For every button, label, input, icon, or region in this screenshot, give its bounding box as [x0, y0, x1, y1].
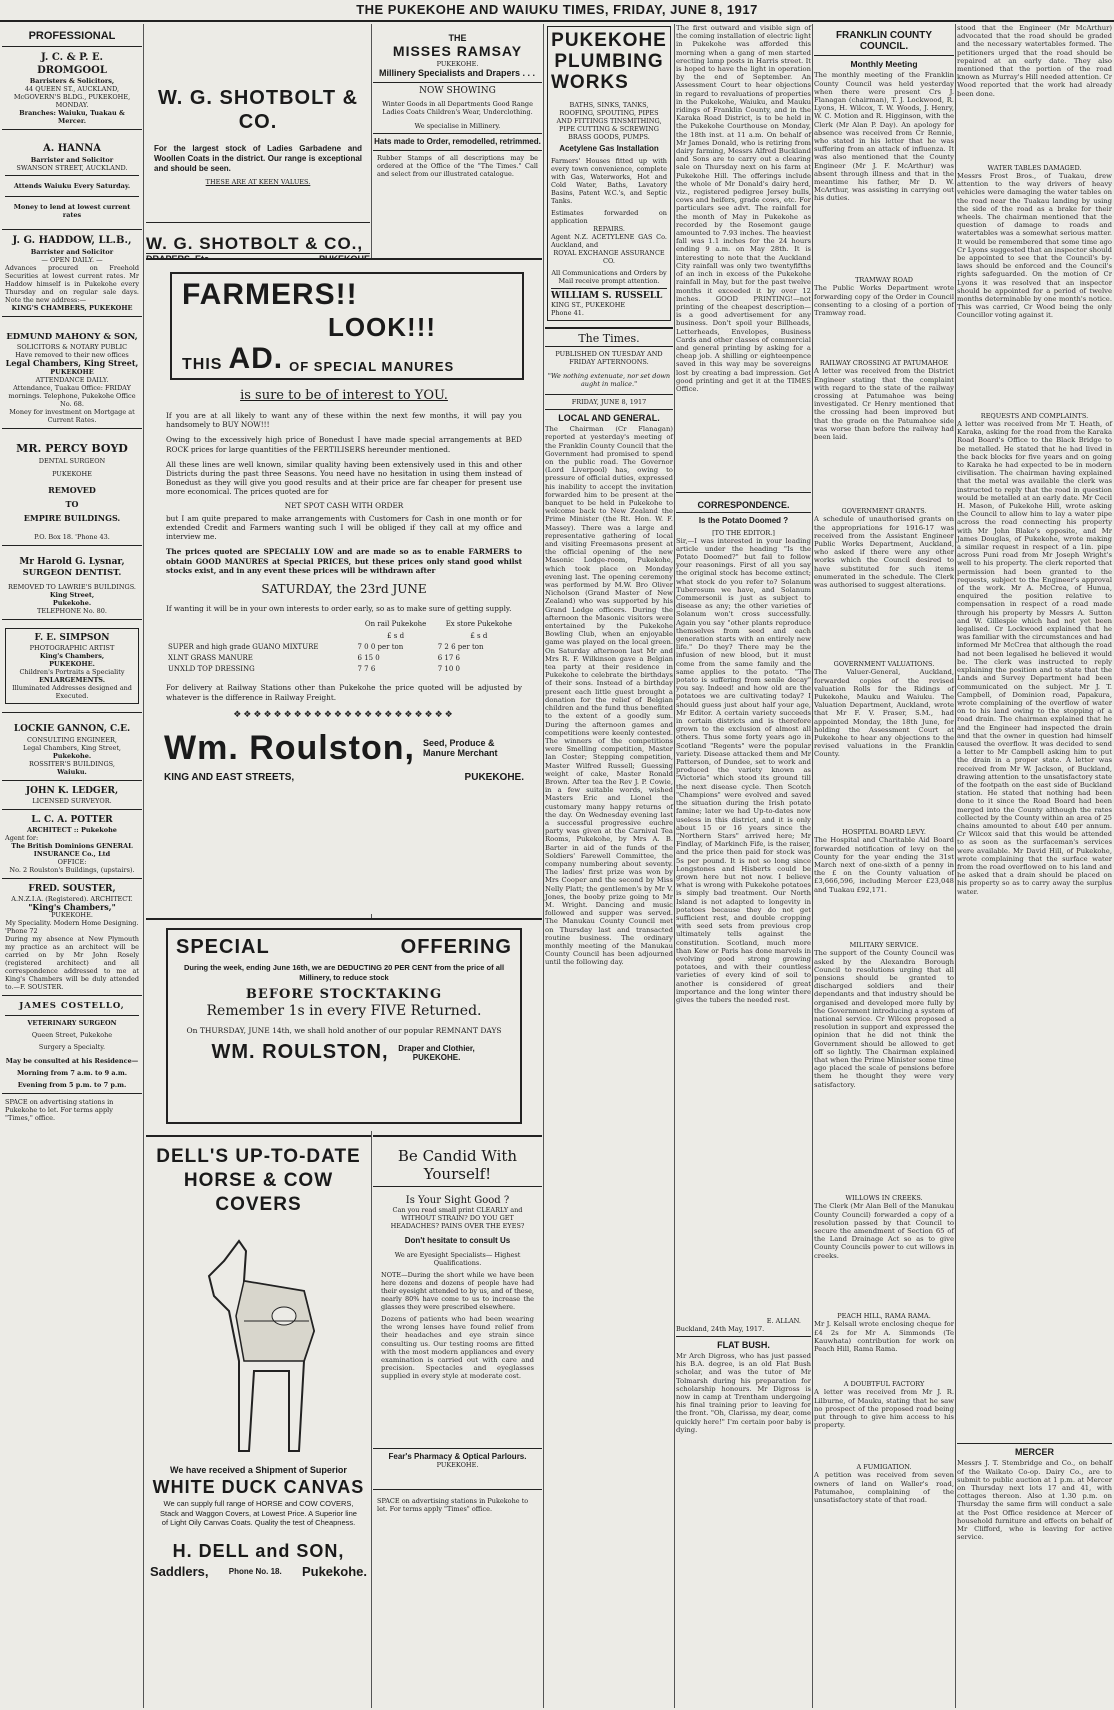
flat-bush-text: Mr Arch Digross, who has just passed his B.A. degree, is an old Flat Bush scholar, and was the tutor of Mr Tolmarsh during his preparation for scholarship honours. Mr Digross is now in camp at Trentham undergoing his final training prior to leaving for the front. "Oh, Clarissa, my dear, come quickly here!" I'm certain poor baby is dying.	[676, 1351, 811, 1434]
dell-horse-covers-ad: DELL'S UP-TO-DATE HORSE & COW COVERS We have received a Shipment of Superior WHITE DUCK CANVAS We can supply full range of HORSE and COW COVERS, Stack and Waggon Covers, at Lowest Price. A Superior line of Light Oily Canvas Coats. Quality the test of Cheapness. H. DELL and SON, Saddlers, Phone No. 18. Pukekohe.	[146, 1135, 371, 1708]
letter-text: Sir,—I was interested in your leading article under the heading "Is the Potato Doomed?" but fail to follow your reasonings. First of all you say the original stock has become extinct; what stock do you refer to? Solanum Tuberosum we have, and Solanum Commersonii is just as subject to disease as any; the other varieties of Solanum won't cross successfully. Again you say "other plants reproduce themselves from seed and each generation starts with an entirely new life." Do they? There may be the infusion of new blood, but it must come from the same family and the same applies to the potato. "The potato is suffering from senile decay" you say. Indeed! and how old are the potatoes we are cultivating today? I should guess just about half your age, Mr Editor. A certain variety succeeds in certain districts and is therefore grown to the exclusion of almost all others. Thus some forty years ago in Scotland "Regents" were the popular variety. Disease attacked them and Mr Patterson, of Dundee, set to work and produced the variety known as "Victoria" which stood its ground till the next disease cycle. Then Scotch "Champions" were evolved and saved the situation during the Irish potato famine; later we had Up-to-dates now useless in this district, and it is only about 15 or 16 years since the "Northern Stars" arrived here; Mr Findlay, of Markinch Fife, is the raiser, and the price then paid for stock was 5s per pound. It is not so long since Longstones and Hisberts could be grown here but not now. I believe what is wrong with Pukekohe potatoes is simply bad treatment. Our North Island is not adapted to longevity in potatoes because they do not get sufficient rest, and double cropping with seed sets from previous crop ultimately tells against the constitution. Scotland, much more than Kew or Paris has done marvels in evolving good strong growing potatoes, and with their countless varieties of every kind of soil to another is considered of great importance and the long winter there gives the tubers the needed rest.	[676, 536, 811, 1004]
council-text-10: A letter was received from Mr J. R. Lilburne, of Mauku, stating that he saw no prospect of the proposed road being put through to give him access to his property.	[814, 1388, 954, 1430]
simpson-card: F. E. SIMPSON PHOTOGRAPHIC ARTIST King's Chambers, PUKEKOHE. Children's Portraits a Speciality ENLARGEMENTS. Illuminated Addresses designed and Executed.	[2, 620, 142, 713]
professional-column	[2, 24, 142, 1708]
column-rule	[543, 24, 544, 1708]
council-text-7: The support of the County Council was asked by the Alexandra Borough Council to resolutions urging that all pensions should be granted to discharged soldiers and their dependants and that industry should be organised and developed more fully by the Government introducing a system of national service. Cr Wilcox proposed a resolution in support and expressed the opinion that he did not think the Government should be allowed to get off so lightly. The Chairman explained that when the Prime Minister some time ago placed the scale of pensions before them he thought they were very satisfactory.	[814, 949, 954, 1089]
council-text-9: Mr J. Kelsall wrote enclosing cheque for £4 2s for Mr A. Simmonds (Te Kauwhata) contribution for work on Peach Hill, Rama Rama.	[814, 1320, 954, 1353]
price-row: XLNT GRASS MANURE 6 15 0 6 17 6	[168, 654, 460, 663]
mercer-text: Messrs J. T. Stembridge and Co., on behalf of the Waikato Co-op. Dairy Co., are to submit to public auction at 1 p.m. at Mercer on Thursday next lots 17 and 41, with cottages thereon. Also at 1.30 p.m. on Thursday the same firm will conduct a sale at the Post Office residence at Mercer of household furniture and effects on behalf of Mr Clifford, who is leaving for active service.	[957, 1459, 1112, 1542]
horse-cover-illustration	[184, 1221, 334, 1461]
ornament: ❖❖❖❖❖❖❖❖❖❖❖❖❖❖❖❖❖❖❖❖❖❖	[233, 709, 455, 720]
column-rule	[812, 24, 813, 1708]
column-rule	[143, 24, 144, 1708]
council-text-14: A letter was received from Mr T. Heath, of Karaka, asking for the road from the Karaka Road Board's Office to the Black Bridge to be metalled. He stated that he had lived in the back blocks for five years and on going to Karaka he had expected to be in modern civilisation. The chairman having explained that the metal was available the clerk was instructed to reply that the road in question would be metalled at an early date. Mr Cecil H. Mason, of Pukekohe Hill, wrote asking the Council to allow him to lay a water pipe across the road connecting his property with Mr John Blake's opposite, and Mr James Douglas, of Pukekohe, wrote making a similar request in respect of a 1in. pipe across Puni road from Mr Joseph Wright's well to his property. The clerk reported that permission had been granted to the requests, subject to the Engineer's approval of the work. Mr A. McCrea, of Hunua, enquired the position relative to compensation in respect of a road made through his property by Messrs A. Sutton and W. Gillespie which had not yet been legalised. Cr Lockwood explained that he was familiar with the circumstances and had informed Mr McCrea that although the road had not been legalised he believed it would be. The clerk was instructed to reply explaining the position and to state that the Lands and Survey Department had been communicated on the subject. Mr J. T. Campbell, of Dominion road, Papakura, wrote complaining of the overflow of water on to his land owing to the stopping of a road drain. The chairman explained that he and the Engineer had inspected the drain and that the owner in question had himself caused the overflow. It was decided to send a letter to Mr Campbell asking him to put the drain in a proper state. A letter was received from Mr W. Jackson, of Buckland, drawing attention to the unsatisfactory state of the footpath on the east side of Buckland station. He stated that nothing had been done to it since the Road Board had been merged into the County although the rates collected by the County within an area of 25 chains amounted to about £40 per annum. Cr Wilcox said that this would be attended to as soon as the surfaceman's services were available. Mr David Hill, of Pukekohe, wrote complaining that the surface water from the road overflowed on to his land and he asked that a drain should be placed on his property so as to carry away the surplus water.	[957, 420, 1112, 896]
costello-card: JAMES COSTELLO, VETERINARY SURGEON Queen Street, Pukekohe Surgery a Specialty. May be consulted at his Residence— Morning from 7 a.m. to 9 a.m. Evening from 5 p.m. to 7 p.m.	[2, 996, 142, 1094]
council-text-6: The Hospital and Charitable Aid Board forwarded notification of levy on the County for the year ending the 31st March next of one-sixth of a penny in the £ on the County valuation of £3,666,596, including Mercer £23,048 and Tuakau £92,171.	[814, 836, 954, 894]
council-text-13: Messrs Frost Bros., of Tuakau, drew attention to the way drivers of heavy vehicles were damaging the water tables on the road near the Tuakau landing by using the side of the road as a brake for their wheels. The chairman mentioned that the question of damage to roads and watertables was a somewhat serious matter. It would be remembered that some time ago Cr Lyons suggested that an inspector should be appointed to see that the Council's by-laws should be enforced and the Council's rights safeguarded. On the motion of Cr Lyons it was resolved that an inspector should be appointed for a period of twelve months determinable by one month's notice. This was carried, Cr Wood being the only Councillor voting against it.	[957, 172, 1112, 320]
council-text-3: A letter was received from the District Engineer stating that the complaint with regard to the state of the railway crossing at Patumahoe was being investigated. Cr Henry mentioned that the crossing had been improved but that the grade on the Patumahoe side was worse than before the railway had been laid.	[814, 367, 954, 441]
price-row: UNXLD TOP DRESSING 7 7 6 7 10 0	[168, 665, 460, 674]
boyd-card: MR. PERCY BOYD DENTAL SURGEON PUKEKOHE REMOVED TO EMPIRE BUILDINGS. P.O. Box 18. 'Phone 43.	[2, 429, 142, 546]
fear-body-text: Dozens of patients who had been wearing the wrong lenses have found relief from their headaches and eye strain since consulting us. Our testing rooms are fitted with the most modern appliances and every examination is carried out with care and precision. Spectacles and eyeglasses supplied in every style at moderate cost.	[381, 1315, 534, 1381]
mahony-card: EDMUND MAHONY & SON, SOLICITORS & NOTARY PUBLIC Have removed to their new offices Legal Chambers, King Street, PUKEKOHE ATTENDANCE DAILY. Attendance, Tuakau Office: FRIDAY mornings. Telephone, Pukekohe Office No. 68. Money for investment on Mortgage at Current Rates.	[2, 317, 142, 428]
council-text-2: The Public Works Department wrote forwarding copy of the Order in Council consenting to a closing of a portion of Tramway road.	[814, 284, 954, 317]
shotbolt-ad: W. G. SHOTBOLT & CO. For the largest stock of Ladies Garbadene and Woollen Coats in the district. Our range is exceptional and should be seen. THESE ARE AT KEEN VALUES. W. G. SHOTBOLT & CO.,	[146, 24, 370, 254]
potter-card: L. C. A. POTTER ARCHITECT :: Pukekohe Agent for: The British Dominions GENERAL INSURANCE Co., Ltd OFFICE: No. 2 Roulston's Buildings, (upstairs).	[2, 810, 142, 879]
masthead: THE PUKEKOHE AND WAIUKU TIMES, FRIDAY, JUNE 8, 1917	[0, 0, 1114, 22]
news-text: The first outward and visible sign of the coming installation of electric light in Pukekohe was afforded this morning when a gang of men started erecting lamp posts in Harris street. It is hoped to have the light in operation by the end of September. An Assessment Court to hear objections in regard to revaluations of properties in the Pukekohe, Waiuku, and Mauku ridings of Franklin County, and in the Karaka Road District, is to be held in the Pukekohe Courthouse on Monday, the 18th inst. at 11 a.m. On behalf of Mr James Donald, who is retiring from dairy farming, Messrs Alfred Buckland and Sons are to carry out a clearing sale on Thursday next on his farm at Pukekohe Hill. The offerings include the whole of Mr Donald's dairy herd, viz., registered pedigree Jersey bulls, cows and heifers, grade cows, etc. For particulars see advt. The rainfall for the month of May in Pukekohe as recorded by the Rosemont gauge amounted to 7.93 inches. The heaviest fall was 1.1 inches for the 24 hours ending 9 a.m. on May 28th. It is interesting to note that the Auckland City rainfall was only two twentyfifths of an inch in excess of the Pukekohe rainfall in May, but for the past twelve months it exceeded it by over 12 inches. GOOD PRINTING!—not printing of the cheapest description—is a good advertisement for any business. Don't spoil your Billheads, Letterheads, Envelopes, Business Cards and other classes of commercial and general printing by asking for a cheap job. A shilling or eighteenpence saved in this way may be sovereigns lost by creating a bad impression. Get good printing and get it at the TIMES Office.	[676, 24, 811, 393]
correspondence-column: The first outward and visible sign of the coming installation of electric light in Pukekohe was afforded this morning when a gang of men started erecting lamp posts in Harris street. It is hoped to have the light in operation by the end of September. An Assessment Court to hear objections in regard to revaluations of properties in the Pukekohe, Waiuku, and Mauku ridings of Franklin County, and in the Karaka Road District, is to be held in the Pukekohe Courthouse on Monday, the 18th inst. at 11 a.m. On behalf of Mr James Donald, who is retiring from dairy farming, Messrs Alfred Buckland and Sons are to carry out a clearing sale on Thursday next on his farm at Pukekohe Hill. The offerings include the whole of Mr Donald's dairy herd, viz., registered pedigree Jersey bulls, cows and heifers, grade cows, etc. For particulars see advt. The rainfall for the month of May in Pukekohe as recorded by the Rosemont gauge amounted to 7.93 inches. The heaviest fall was 1.1 inches for the 24 hours ending 9 a.m. on May 28th. It is interesting to note that the Auckland City rainfall was only two twentyfifths of an inch in excess of the Pukekohe rainfall in May, but for the past twelve months it exceeded it by over 12 inches. GOOD PRINTING!—not printing of the cheapest description—is a good advertisement for any business. Don't spoil your Billheads, Letterheads, Envelopes, Business Cards and other classes of commercial and general printing by asking for a cheap job. A shilling or eighteenpence saved in this way may be sovereigns lost by creating a bad impression. Get good printing and get it at the TIMES Office. CORRESPONDENCE. Is the Potato Doomed ? [TO THE EDITOR.] Sir,—I was interested in your leading article under the heading "Is the Potato Doomed?" but fail to follow your reasonings. First of all you say the original stock has become extinct; what stock do you refer to? Solanum Tuberosum we have, and Solanum Commersonii is just as subject to disease as any; the other varieties of Solanum won't cross successfully. Again you say "other plants reproduce themselves from seed and each generation starts with an entirely new life." Do they? There may be the infusion of new blood, but it must come from the same family and the same applies to the potato. "The potato is suffering from senile decay" you say. Indeed! and how old are the potatoes we are cultivating today? I should guess just about half your age, Mr Editor. A certain variety succeeds in certain districts and is therefore grown to the exclusion of almost all others. Thus some forty years ago in Scotland "Regents" were the popular variety. Disease attacked them and Mr Patterson, of Dundee, set to work and produced the variety known as "Victoria" which stood its ground till the next disease cycle. Then Scotch "Champions" were evolved and saved the situation during the Irish potato famine; later we had Up-to-dates now useless in this district, and it is only about 15 or 16 years since the "Northern Stars" arrived here; Mr Findlay, of Markinch Fife, is the raiser, and the price then paid for stock was 5s per pound. It is not so long since Longstones and Hisberts could be grown here but not now. I believe what is wrong with Pukekohe potatoes is simply bad treatment. Our North Island is not adapted to longevity in potatoes because they do not get sufficient rest, and double cropping with seed sets from previous crop ultimately tells against the constitution. Scotland, much more than Kew or Paris has done marvels in evolving good strong growing potatoes, and with their countless varieties of every kind of soil to another is considered of great importance and the long winter there gives the tubers the needed rest. E. ALLAN. Buckland, 24th May, 1917. FLAT BUSH. Mr Arch Digross, who has just passed his B.A. degree, is an old Flat Bush scholar, and was the tutor of Mr Tolmarsh during his preparation for scholarship honours. Mr Digross is now in camp at Trentham undergoing his final training prior to leaving for the front. "Oh, Clarissa, my dear, come quickly here!" I'm certain poor baby is dying.	[676, 24, 811, 1708]
plumbing-and-local-column: PUKEKOHE PLUMBING WORKS BATHS, SINKS, TANKS, ROOFING, SPOUTING, PIPES AND FITTINGS TINSMITHING, PIPE CUTTING & SCREWING BRASS GOODS, PUMPS. Acetylene Gas Installation Farmers' Houses fitted up with every town convenience, complete with Gas, Waterworks, Hot and Cold Water, Baths, Lavatory Basins, Patent W.C.'s, and Septic Tanks. Estimates forwarded on application REPAIRS. Agent N.Z. ACETYLENE GAS Co. Auckland, and ROYAL EXCHANGE ASSURANCE CO. All Communications and Orders by Mail receive prompt attention. WILLIAM S. RUSSELL KING ST., PUKEKOHE Phone 41. The Times. PUBLISHED ON TUESDAY AND FRIDAY AFTERNOONS. "We nothing extenuate, nor set down aught in malice." FRIDAY, JUNE 8, 1917 LOCAL AND GENERAL. The Chairman (Cr Flanagan) reported at yesterday's meeting of the Franklin County Council that the Government had promised to spend on the public road. The Governor (Lord Liverpool) has, owing to pressure of official duties, expressed his inability to accept the invitation forwarded him to be present at the banquet to be held in Pukekohe to welcome back to New Zealand the Prime Minister (the Rt. Hon. W. F. Massey). There was a large and representative gathering of local and visiting Freemasons present at the official opening of the new Masonic Lodge-room, Pukekohe, which took place on Monday evening last. The opening ceremony was performed by M.W. Bro Oliver Nicholson (Grand Master of New Zealand) who was supported by his Grand Lodge officers. During the afternoon the Masonic visitors were entertained by the Pukekohe Bowling Club, when an enjoyable game was played on the local green. On Saturday afternoon last Mr and Mrs R. F. Wilkinson gave a Belgian tea party at their residence in Pukekohe to celebrate the birthdays of their sons. Instead of a birthday present each little guest brought a donation for the relief of Belgian children and the fund thus benefited to the extent of a goodly sum. During the afternoon games and competitions were keenly contested. The winners of the competitions were Smelling competition, Master Ian Coster; Stepping competition, Master Wilfred Russell; Guessing weight of cake, Master Ronald Brown. After tea the Rev J. P. Cowie, in a few suitable words, wished Masters Eric and Lionel the customary many happy returns of the day. On Wednesday evening last a successful progressive euchre party was given at the Carnival Tea Rooms, Pukekohe, by Mrs A. B. Barter in aid of the funds of the Soldiers' Farewell Committee, the company numbering about seventy. The ladies' first prize was won by Mrs Cooper and the second by Miss Nelly Platt; the gentlemen's by Mr V. Jones, the booby prize going to Mr M. Wright. Dancing and music followed and supper was served. The Manukau County Council met on Thursday last and transacted routine business. The ordinary monthly meeting of the Manukau County Council has been adjourned until the following day.	[545, 24, 673, 1708]
haddow-card: J. G. HADDOW, LL.B., Barrister and Solicitor — OPEN DAILY. — Advances procured on Freehold Securities at lowest current rates. Mr Haddow himself is in Pukekohe every Thursday and on regular sale days. Note the new address:— KING'S CHAMBERS, PUKEKOHE	[2, 230, 142, 317]
council-text-8: The Clerk (Mr Alan Bell of the Manukau County Council) forwarded a copy of a resolution passed by that Council to secure the amendment of Section 65 of the Land Drainage Act so as to give County Councils power to cut willows in creeks.	[814, 1202, 954, 1260]
hanna-card: A. HANNA Barrister and Solicitor SWANSON STREET, AUCKLAND. Attends Waiuku Every Saturday. Money to lend at lowest current rates	[2, 130, 142, 230]
ramsay-ad: THE MISSES RAMSAY PUKEKOHE. Millinery Specialists and Drapers . . . NOW SHOWING Winter Goods in all Departments Good Range Ladies Coats Children's Wear, Underclothing. We specialise in Millinery. Hats made to Order, remodelled, retrimmed. Rubber Stamps of all descriptions may be ordered at the Office of the "The Times." Call and select from our illustrated catalogue.	[374, 33, 541, 178]
council-text-4: A schedule of unauthorised grants on the appropriations for 1916-17 was received from the Assistant Engineer Public Works Department, Auckland, who asked if there were any other works which the Council desired to have substituted for such items enumerated in the schedule. The Clerk was authorised to suggest alterations.	[814, 515, 954, 589]
souster-card: FRED. SOUSTER, A.N.Z.I.A. (Registered). ARCHITECT. "King's Chambers," PUKEKOHE. My Speciality. Modern Home Designing. 'Phone 72 During my absence at New Plymouth my practice as an architect will be carried on by Mr John Rosely (registered architect) and all correspondence addressed to me at King's Chambers will be duly attended to.—F. SOUSTER.	[2, 879, 142, 996]
council-column: FRANKLIN COUNTY COUNCIL. Monthly Meeting The monthly meeting of the Franklin County Council was held yesterday when there were present Crs J. Flanagan (chairman), T. J. Lockwood, R. Lyons, H. Wilcox, T. W. Woods, J. Henry, W. C. Motion and R. Higginson, with the Clerk (Mr Alan P. Day). An apology for absence was received from Cr Rennie, who stated in his letter that he was suffering from an attack of influenza. It was also mentioned that the County Engineer (Mr J. F. McArthur) was absent through illness and that in the meantime his father, Mr D. W. McArthur, was assisting in carrying out his duties. TRAMWAY ROAD The Public Works Department wrote forwarding copy of the Order in Council consenting to a closing of a portion of Tramway road. RAILWAY CROSSING AT PATUMAHOE A letter was received from the District Engineer stating that the complaint with regard to the state of the railway crossing at Patumahoe was being investigated. Cr Henry mentioned that the crossing had been improved but that the grade on the Patumahoe side was worse than before the railway had been laid. GOVERNMENT GRANTS. A schedule of unauthorised grants on the appropriations for 1916-17 was received from the Assistant Engineer Public Works Department, Auckland, who asked if there were any other works which the Council desired to have substituted for such items enumerated in the schedule. The Clerk was authorised to suggest alterations. GOVERNMENT VALUATIONS. The Valuer-General, Auckland, forwarded copies of the revised valuation Rolls for the Ridings of Pukekohe, Mauku and Waiuku. The Valuation Department, Auckland, wrote that Mr F. V. Fraser, S.M., had appointed Monday, the 18th June, for holding the Assessment Court at Pukekohe to hear any objections to the revised valuations in the Franklin County. HOSPITAL BOARD LEVY. The Hospital and Charitable Aid Board forwarded notification of levy on the County for the year ending the 31st March next of one-sixth of a penny in the £ on the County valuation of £3,666,596, including Mercer £23,048 and Tuakau £92,171. MILITARY SERVICE. The support of the County Council was asked by the Alexandra Borough Council to resolutions urging that all pensions should be granted to discharged soldiers and their dependants and that industry should be organised and developed more fully by the Government introducing a system of national service. Cr Wilcox proposed a resolution in support and expressed the opinion that he did not think the Government should be allowed to get off so lightly. The Chairman explained that when the Prime Minister some time ago placed the scale of pensions before them he thought they were very satisfactory. WILLOWS IN CREEKS. The Clerk (Mr Alan Bell of the Manukau County Council) forwarded a copy of a resolution passed by that Council to secure the amendment of Section 65 of the Land Drainage Act so as to give County Councils power to cut willows in creeks. PEACH HILL, RAMA RAMA. Mr J. Kelsall wrote enclosing cheque for £4 2s for Mr A. Simmonds (Te Kauwhata) contribution for work on Peach Hill, Rama Rama. A DOUBTFUL FACTORY A letter was received from Mr J. R. Lilburne, of Mauku, stating that he saw no prospect of the proposed road being put through to give him access to his property. A FUMIGATION. A petition was received from seven owners of land on Waller's road, Patumahoe, complaining of the unsatisfactory state of that road.	[814, 24, 954, 1708]
special-offering-ad: SPECIAL OFFERING During the week, ending June 16th, we are DEDUCTING 20 PER CENT from the price of all Millinery, to reduce stock BEFORE STOCKTAKING Remember 1s in every FIVE Returned. On THURSDAY, JUNE 14th, we shall hold another of our popular REMNANT DAYS WM. ROULSTON, Draper and Clothier, PUKEKOHE.	[146, 918, 542, 1131]
council-continued-column: stood that the Engineer (Mr McArthur) advocated that the road should be graded and the necessary watertables formed. The petitioners urged that the road should be repaired at an early date. They also mentioned that the portion of the road known as Murray's Hill needed attention. Cr Wood reported that the work had already been done. WATER TABLES DAMAGED. Messrs Frost Bros., of Tuakau, drew attention to the way drivers of heavy vehicles were damaging the water tables on the road near the Tuakau landing by using the side of the road as a brake for their wheels. The chairman mentioned that the question of damage to roads and watertables was a somewhat serious matter. It would be remembered that some time ago Cr Lyons suggested that an inspector should be appointed to see that the Council's by-laws should be enforced and the Council's rights safeguarded. On the motion of Cr Lyons it was resolved that an inspector should be appointed for a period of twelve months determinable by one month's notice. This was carried, Cr Wood being the only Councillor voting against it. REQUESTS AND COMPLAINTS. A letter was received from Mr T. Heath, of Karaka, asking for the road from the Karaka Road Board's Office to the Black Bridge to be metalled. He stated that he had lived in the back blocks for five years and on going to Karaka he had expected to be in modern civilisation. The chairman having explained that the metal was available the clerk was instructed to reply that the road in question would be metalled at an early date. Mr Cecil H. Mason, of Pukekohe Hill, wrote asking the Council to allow him to lay a water pipe across the road connecting his property with Mr John Blake's opposite, and Mr James Douglas, of Pukekohe, wrote making a similar request in respect of a 1in. pipe across Puni road from Mr Joseph Wright's well to his property. The clerk reported that permission had been granted to the requests, subject to the Engineer's approval of the work. Mr A. McCrea, of Hunua, enquired the position relative to compensation in respect of a road made through his property by Messrs A. Sutton and W. Gillespie which had not yet been legalised. Cr Lockwood explained that he was familiar with the circumstances and had informed Mr McCrea that although the road had not been legalised he believed it would be. The clerk was instructed to reply explaining the position and to state that the Lands and Survey Department had been communicated on the subject. Mr J. T. Campbell, of Dominion road, Papakura, wrote complaining of the overflow of water on to his land owing to the stopping of a road drain. The chairman explained that he and the Engineer had inspected the drain and that the owner in question had himself caused the overflow. It was decided to send a letter to Mr Campbell asking him to put the drain in a proper state. A letter was received from Mr W. Jackson, of Buckland, drawing attention to the unsatisfactory state of the footpath on the east side of Buckland station. He stated that nothing had been done to it since the Road Board had been merged into the County although the rates collected by the County within an area of 25 chains amounted to about £40 per annum. Cr Wilcox said that this would be attended to as soon as the surfaceman's services were available. Mr David Hill, of Pukekohe, wrote complaining that the surface water from the road overflowed on to his land and he asked that a drain should be placed on his property so as to carry away the surplus water. MERCER Messrs J. T. Stembridge and Co., on behalf of the Waikato Co-op. Dairy Co., are to submit to public auction at 1 p.m. at Mercer on Thursday next lots 17 and 41, with cottages thereon. Also at 1.30 p.m. on Thursday the same firm will conduct a sale at the Post Office residence at Mercer of household furniture and effects on behalf of Mr Clifford, who is leaving for active service.	[957, 24, 1112, 1708]
column-rule	[674, 24, 675, 1708]
lysnar-card: Mr Harold G. Lysnar, SURGEON DENTIST. REMOVED TO LAWRIE'S BUILDINGS. King Street, Pukekohe. TELEPHONE No. 80.	[2, 546, 142, 620]
council-text-12: stood that the Engineer (Mr McArthur) advocated that the road should be graded and the necessary watertables formed. The petitioners urged that the road should be repaired at an early date. They also mentioned that the portion of the road known as Murray's Hill needed attention. Cr Wood reported that the work had already been done.	[957, 24, 1112, 98]
ledger-card: JOHN K. LEDGER, LICENSED SURVEYOR.	[2, 781, 142, 810]
price-row: SUPER and high grade GUANO MIXTURE 7 0 0 per ton 7 2 6 per ton	[168, 642, 484, 651]
professional-heading: PROFESSIONAL	[2, 24, 142, 47]
space-notice: SPACE on advertising stations in Pukekohe to let. For terms apply "Times," office.	[5, 1098, 114, 1123]
dromgool-card: J. C. & P. E. DROMGOOL Barristers & Solicitors, 44 QUEEN ST., AUCKLAND, McGOVERN'S BLDG., PUKEKOHE, MONDAY. Branches: Waiuku, Tuakau & Mercer.	[2, 47, 142, 130]
manure-price-table: On rail Pukekohe Ex store Pukekohe £ s d £ s d SUPER and high grade GUANO MIXTURE 7 0 0 per ton 7 2 6 per ton XLNT GRASS MANURE 6 15 0 6 17 6 UNXLD TOP DRESSING 7 7 6 7 10 0	[166, 619, 522, 675]
fear-pharmacy-ad: Be Candid With Yourself! Is Your Sight Good ? Can you read small print CLEARLY and WITHOUT STRAIN? DO YOU GET HEADACHES? PAINS OVER THE EYES? Don't hesitate to consult Us We are Eyesight Specialists— Highest Qualifications. NOTE—During the short while we have been here dozens and dozens of people have had their eyesight attended to by us, and of these, nearly 80% have come to us to increase the glasses they were prescribed elsewhere. Dozens of patients who had been wearing the wrong lenses have found relief from their headaches and eye strain since consulting us. Our testing rooms are fitted with the most modern appliances and every examination is carried out with care and precision. Spectacles and eyeglasses supplied in every style at moderate cost. Fear's Pharmacy & Optical Parlours. PUKEKOHE. SPACE on advertising stations in Pukekohe to let. For terms apply "Times" office.	[373, 1135, 542, 1708]
local-general-text: The Chairman (Cr Flanagan) reported at yesterday's meeting of the Franklin County Council that the Government had promised to spend on the public road. The Governor (Lord Liverpool) has, owing to pressure of official duties, expressed his inability to accept the invitation forwarded him to be present at the banquet to be held in Pukekohe to welcome back to New Zealand the Prime Minister (the Rt. Hon. W. F. Massey). There was a large and representative gathering of local and visiting Freemasons present at the official opening of the new Masonic Lodge-room, Pukekohe, which took place on Monday evening last. The opening ceremony was performed by M.W. Bro Oliver Nicholson (Grand Master of New Zealand) who was supported by his Grand Lodge officers. During the afternoon the Masonic visitors were entertained by the Pukekohe Bowling Club, when an enjoyable game was played on the local green. On Saturday afternoon last Mr and Mrs R. F. Wilkinson gave a Belgian tea party at their residence in Pukekohe to celebrate the birthdays of their sons. Instead of a birthday present each little guest brought a donation for the relief of Belgian children and the fund thus benefited to the extent of a goodly sum. During the afternoon games and competitions were keenly contested. The winners of the competitions were Smelling competition, Master Ian Coster; Stepping competition, Master Wilfred Russell; Guessing weight of cake, Master Ronald Brown. After tea the Rev J. P. Cowie, in a few suitable words, wished Masters Eric and Lionel the customary many happy returns of the day. On Wednesday evening last a successful progressive euchre party was given at the Carnival Tea Rooms, Pukekohe, by Mrs A. B. Barter in aid of the funds of the Soldiers' Farewell Committee, the company numbering about seventy. The ladies' first prize was won by Mrs Cooper and the second by Miss Nelly Platt; the gentlemen's by Mr V. Jones, the booby prize going to Mr M. Wright. Dancing and music followed and supper was served. The Manukau County Council met on Thursday last and transacted routine business. The ordinary monthly meeting of the Manukau County Council has been adjourned until the following day.	[545, 425, 673, 967]
council-text-1: The monthly meeting of the Franklin County Council was held yesterday when there were present Crs J. Flanagan (chairman), T. J. Lockwood, R. Lyons, H. Wilcox, T. W. Woods, J. Henry, W. C. Motion and R. Higginson, with the Clerk (Mr Alan P. Day). An apology for absence was received from Cr Rennie, who stated in his letter that he was suffering from an attack of influenza. It was also mentioned that the County Engineer (Mr J. F. McArthur) was absent through illness and that in the meantime his father, Mr D. W. McArthur, was assisting in carrying out his duties.	[814, 71, 954, 203]
council-text-11: A petition was received from seven owners of land on Waller's road, Patumahoe, complaining of the unsatisfactory state of that road.	[814, 1471, 954, 1504]
gannon-card: LOCKIE GANNON, C.E. CONSULTING ENGINEER, Legal Chambers, King Street, Pukekohe. ROSSITER'S BUILDINGS, Waiuku.	[2, 713, 142, 781]
council-text-5: The Valuer-General, Auckland, forwarded copies of the revised valuation Rolls for the Ridings of Pukekohe, Mauku and Waiuku. The Valuation Department, Auckland, wrote that Mr F. V. Fraser, S.M., had appointed Monday, the 18th June, for holding the Assessment Court at Pukekohe to hear any objections to the revised valuations in the Franklin County.	[814, 668, 954, 759]
column-rule	[955, 24, 956, 1708]
farmers-manure-ad: FARMERS!! LOOK!!! THIS AD. OF SPECIAL MANURES is sure to be of interest to YOU. If you are at all likely to want any of these within the next few months, it will pay you handsomely to BUY NOW!!! Owing to the excessively high price of Bonedust I have made special arrangements at BED ROCK prices for large quantities of the FERTILISERS hereunder mentioned. All these lines are well known, similar quality having been extensively used in this and other Districts during the past three Seasons. You need have no hesitation in using them instead of Bonedust as they will give you good results and at their price are far cheaper for present use more economical. The prices quoted are for NET SPOT CASH WITH ORDER but I am quite prepared to make arrangements with Customers for Cash in one month or for extended Credit and Farmers wanting such I will be obliged if they call at my office and interview me. The prices quoted are SPECIALLY LOW and are made so as to enable FARMERS to obtain GOOD MANURES at Special PRICES, but these prices only stand good whilst stocks exist, and in any event these prices will be withdrawn after SATURDAY, the 23rd JUNE If wanting it will be in your own interests to order early, so as to make sure of getting supply. On rail Pukekohe Ex store Pukekohe £ s d £ s d SUPER and high grade GUANO MIXTURE 7 0 0 per ton 7 2 6 per ton XLNT GRASS MANURE 6 15 0 6 17 6 UNXLD TOP DRESSING 7 7 6 7 10 0 For delivery at Railway Stations other than Pukekohe the price quoted will be adjusted by whatever is the difference in Railway Freight. ❖❖❖❖❖❖❖❖❖❖❖❖❖❖❖❖❖❖❖❖❖❖ Wm. Roulston, Seed, Produce & Manure Merchant KING AND EAST STREETS, PUKEKOHE.	[146, 258, 542, 914]
